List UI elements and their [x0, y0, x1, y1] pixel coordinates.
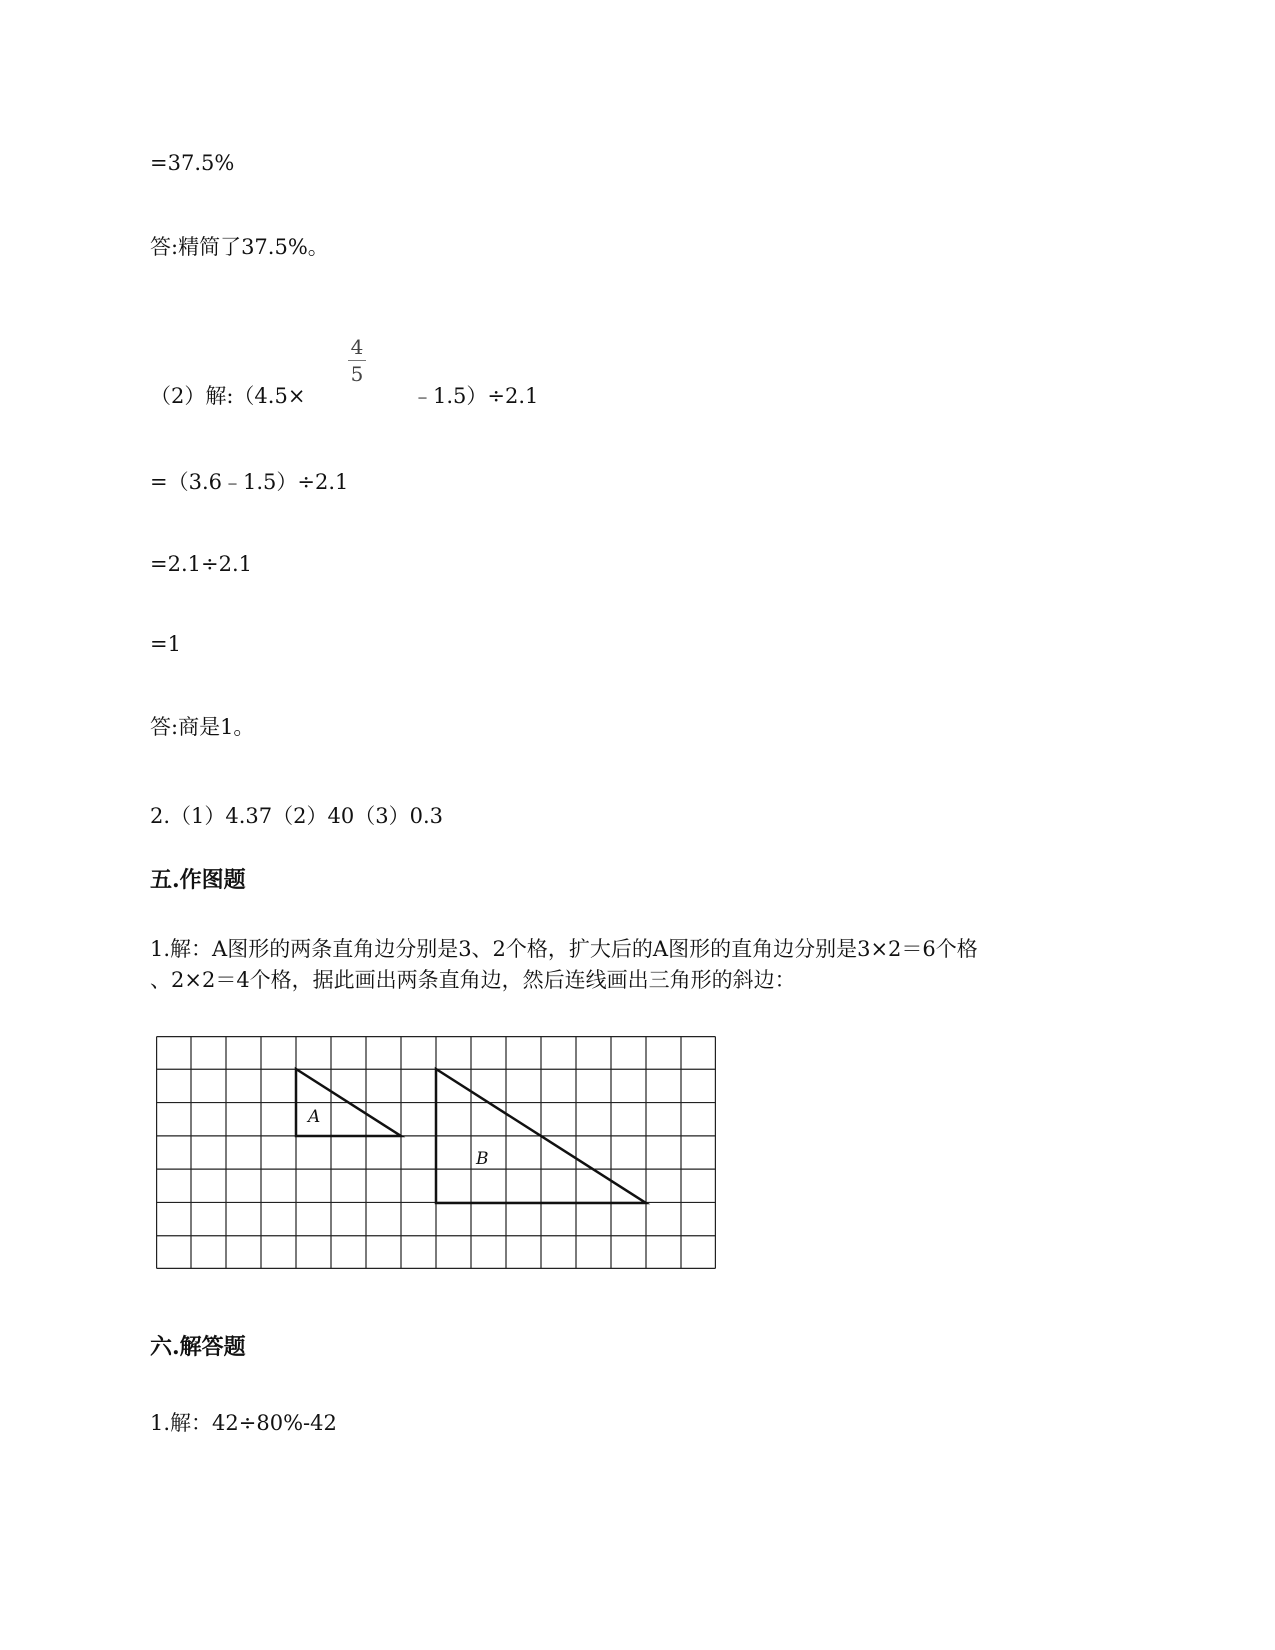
question-2-answers: 2.（1）4.37（2）40（3）0.3: [150, 804, 443, 828]
q6-1-solution: 1.解：42÷80%-42: [150, 1411, 337, 1435]
answer-line-2: 答:商是1。: [150, 715, 255, 739]
q1-explanation-line1: 1.解：A图形的两条直角边分别是3、2个格，扩大后的A图形的直角边分别是3×2＝6个格: [150, 937, 978, 961]
grid-figure: [156, 1036, 716, 1269]
section-heading-6: 六.解答题: [150, 1334, 246, 1360]
triangle-b-label: B: [476, 1149, 489, 1169]
calc-line-result: =37.5%: [150, 151, 235, 175]
answer-line-1: 答:精简了37.5%。: [150, 235, 329, 259]
q1-explanation-line2: 、2×2＝4个格，据此画出两条直角边，然后连线画出三角形的斜边：: [150, 968, 796, 992]
fraction-four-fifths: [346, 335, 368, 386]
calc-line-step2: =2.1÷2.1: [150, 552, 252, 576]
fraction-numerator: 4: [350, 335, 364, 359]
expression-line-prefix: （2）解:（4.5×: [150, 384, 306, 408]
fraction-denominator: 5: [350, 362, 364, 386]
triangle-a-label: A: [308, 1107, 321, 1127]
calc-line-step1: =（3.6﹣1.5）÷2.1: [150, 470, 349, 494]
calc-line-step3: =1: [150, 632, 181, 656]
section-heading-5: 五.作图题: [150, 867, 246, 893]
expression-line-suffix: ﹣1.5）÷2.1: [412, 384, 539, 408]
fraction-bar: [348, 360, 366, 361]
